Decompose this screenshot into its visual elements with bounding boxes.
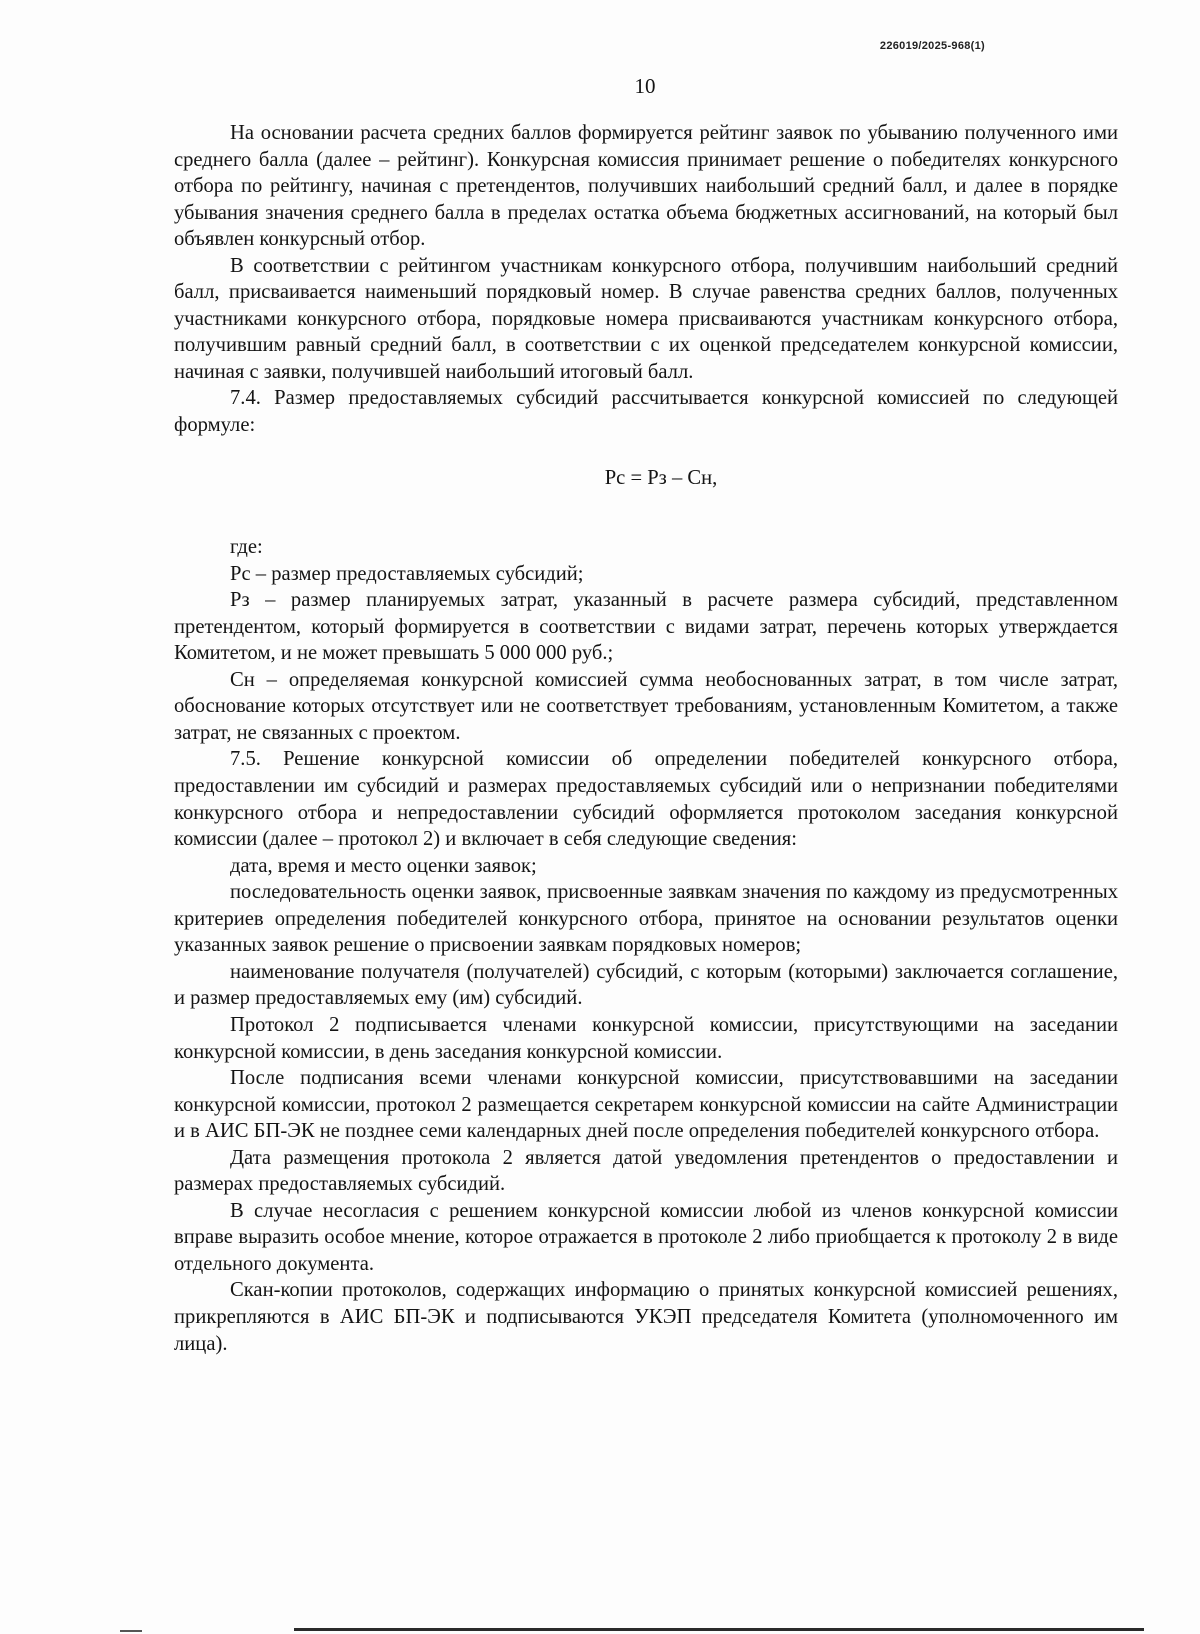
definition-rs: Рс – размер предоставляемых субсидий; bbox=[230, 562, 584, 585]
paragraph-ordinal-numbers: В соответствии с рейтингом участникам конкурсного отбора, получившим наибольший средний балл, присваивается наименьший порядковый номер. В случае равенства средних баллов, полученных участниками конкурсного отбора, порядковые номера присваиваются участникам конкурсного отбора, получившим равный средний балл, в соответствии с их оценкой председателем конкурсной комиссии, начиная с заявки, получившей наибольший итоговый балл. bbox=[174, 254, 1118, 383]
document-id: 226019/2025-968(1) bbox=[879, 40, 985, 52]
paragraph-dissenting-opinion: В случае несогласия с решением конкурсной комиссии любой из членов конкурсной комиссии вправе выразить особое мнение, которое отражается в протоколе 2 либо приобщается к протоколу 2 в виде отдельного документа. bbox=[174, 1199, 1118, 1275]
paragraph-rating: На основании расчета средних баллов формируется рейтинг заявок по убыванию полученного ими среднего балла (далее – рейтинг). Конкурсная комиссия принимает решение о победителях конкурсного отбора по рейтингу, начиная с претендентов, получивших наибольший средний балл, и далее в порядке убывания значения среднего балла в пределах остатка объема бюджетных ассигнований, на который был объявлен конкурсный отбор. bbox=[174, 122, 1118, 251]
subsidy-formula: Рс = Рз – Сн, bbox=[604, 466, 718, 489]
paragraph-where: где: bbox=[230, 536, 263, 559]
paragraph-7-5: 7.5. Решение конкурсной комиссии об определении победителей конкурсного отбора, предоставлении им субсидий и размерах предоставляемых субсидий или о непризнании победителями конкурсного отбора и непредоставлении субсидий оформляется протоколом заседания конкурсной комиссии (далее – протокол 2) и включает в себя следующие сведения: bbox=[174, 748, 1118, 851]
page-number: 10 bbox=[634, 74, 656, 98]
paragraph-7-4: 7.4. Размер предоставляемых субсидий рассчитывается конкурсной комиссией по следующей формуле: bbox=[174, 387, 1118, 437]
paragraph-notification-date: Дата размещения протокола 2 является датой уведомления претендентов о предоставлении и размерах предоставляемых субсидий. bbox=[174, 1146, 1118, 1196]
paragraph-protocol-publication: После подписания всеми членами конкурсной комиссии, присутствовавшими на заседании конкурсной комиссии, протокол 2 размещается секретарем конкурсной комиссии на сайте Администрации и в АИС БП-ЭК не позднее семи календарных дней после определения победителей конкурсного отбора. bbox=[174, 1067, 1118, 1143]
list-item-date: дата, время и место оценки заявок; bbox=[230, 854, 537, 877]
list-item-recipient: наименование получателя (получателей) субсидий, с которым (которыми) заключается соглашение, и размер предоставляемых ему (им) субсидий. bbox=[174, 960, 1118, 1010]
paragraph-scan-copies: Скан-копии протоколов, содержащих информацию о принятых конкурсной комиссией решениях, прикрепляются в АИС БП-ЭК и подписываются УКЭП председателя Комитета (уполномоченного им лица). bbox=[174, 1279, 1118, 1355]
paragraph-protocol-signing: Протокол 2 подписывается членами конкурсной комиссии, присутствующими на заседании конкурсной комиссии, в день заседания конкурсной комиссии. bbox=[174, 1013, 1118, 1063]
definition-rz: Рз – размер планируемых затрат, указанный в расчете размера субсидий, представленном претендентом, который формируется в соответствии с видами затрат, перечень которых утверждается Комитетом, и не может превышать 5 000 000 руб.; bbox=[174, 589, 1118, 665]
list-item-sequence: последовательность оценки заявок, присвоенные заявкам значения по каждому из предусмотренных критериев определения победителей конкурсного отбора, принятое на основании результатов оценки указанных заявок решение о присвоении заявкам порядковых номеров; bbox=[174, 881, 1118, 957]
definition-sn: Сн – определяемая конкурсной комиссией сумма необоснованных затрат, в том числе затрат, обоснование которых отсутствует или не соответствует требованиям, установленным Комитетом, а также затрат, не связанных с проектом. bbox=[174, 668, 1118, 744]
scan-bottom-edge bbox=[294, 1628, 1144, 1631]
document-body bbox=[174, 120, 1118, 1357]
scan-artifact-mark bbox=[120, 1630, 142, 1632]
